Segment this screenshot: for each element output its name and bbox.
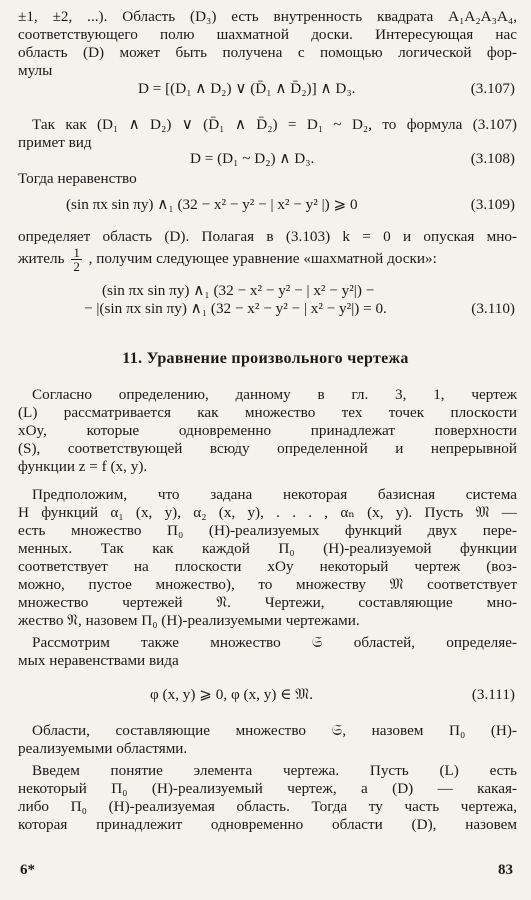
- text-line: менных. Так как каждой Π₀ (H)-реализуемой функции: [18, 540, 517, 557]
- text-line: определяет область (D). Полагая в (3.103) k = 0 и опуская мно-: [18, 228, 517, 245]
- text-line: Области, составляющие множество 𝔖, назовем Π₀ (H)-: [32, 722, 517, 739]
- equation-number: (3.108): [470, 150, 515, 167]
- text-line: Согласно определению, данному в гл. 3, 1, чертеж: [32, 386, 517, 403]
- text-line: Рассмотрим также множество 𝔖 областей, определяе-: [32, 634, 517, 651]
- text-line: (L) рассматривается как множество тех точек плоскости: [18, 404, 517, 421]
- page-number: 83: [498, 862, 513, 878]
- text-line: (S), соответствующей всюду определенной и непрерывной: [18, 440, 517, 457]
- equation-3-108: D = (D₁ ~ D₂) ∧ D₃.: [190, 150, 315, 167]
- text-line: xOy, которые одновременно принадлежат поверхности: [18, 422, 517, 439]
- text-line: множество чертежей 𝔑. Чертежи, составляющие мно-: [18, 594, 517, 611]
- signature-mark: 6*: [20, 862, 35, 878]
- equation-3-111: φ (x, y) ⩾ 0, φ (x, y) ∈ 𝔐.: [150, 686, 314, 703]
- equation-number: (3.107): [470, 80, 515, 97]
- text-line: либо Π₀ (H)-реализуемая область. Тогда ту часть чертежа,: [18, 798, 517, 815]
- section-heading: 11. Уравнение произвольного чертежа: [122, 350, 409, 367]
- equation-3-110-line1: (sin πx sin πy) ∧₁ (32 − x² − y² − | x² − y²|) −: [102, 282, 375, 299]
- text-line: функции z = f (x, y).: [18, 458, 148, 475]
- text-line: область (D) может быть получена с помощью логической фор-: [18, 44, 517, 61]
- text-fragment: , получим следующее уравнение «шахматной доски»:: [88, 249, 437, 267]
- text-line: Предположим, что задана некоторая базисная система: [32, 486, 517, 503]
- text-line: соответствует на плоскости xOy некоторый чертеж (воз-: [18, 558, 517, 575]
- text-line: Так как (D₁ ∧ D₂) ∨ (D̄₁ ∧ D̄₂) = D₁ ~ D₂, то формула (3.107): [32, 116, 517, 133]
- text-line: есть множество Π₀ (H)-реализуемых функций двух пере-: [18, 522, 517, 539]
- equation-3-109: (sin πx sin πy) ∧₁ (32 − x² − y² − | x² − y² |) ⩾ 0: [66, 196, 358, 213]
- fraction-denominator: 2: [73, 259, 80, 274]
- text-line: соответствующего полю шахматной доски. Интересующая нас: [18, 26, 517, 43]
- text-line: жество 𝔑, назовем Π₀ (H)-реализуемыми чертежами.: [18, 612, 360, 629]
- text-line: примет вид: [18, 134, 92, 151]
- text-line: Тогда неравенство: [18, 170, 137, 187]
- text-line: ±1, ±2, ...). Область (D₃) есть внутренность квадрата A₁A₂A₃A₄,: [18, 8, 517, 25]
- equation-3-110-line2: − |(sin πx sin πy) ∧₁ (32 − x² − y² − | x² − y²|) = 0.: [84, 300, 387, 317]
- equation-number: (3.111): [471, 686, 515, 703]
- text-line: Введем понятие элемента чертежа. Пусть (L) есть: [32, 762, 517, 779]
- equation-3-107: D = [(D₁ ∧ D₂) ∨ (D̄₁ ∧ D̄₂)] ∧ D₃.: [138, 80, 356, 97]
- fraction-one-half: [71, 246, 82, 273]
- text-line: можно, пустое множество), то множеству 𝔐 соответствует: [18, 576, 517, 593]
- text-line: H функций α₁ (x, y), α₂ (x, y), . . . , αₙ (x, y). Пусть 𝔐 —: [18, 504, 517, 521]
- text-line: [18, 246, 517, 273]
- fraction-numerator: 1: [73, 245, 80, 260]
- text-line: мых неравенствами вида: [18, 652, 179, 669]
- text-fragment: житель: [18, 249, 65, 267]
- text-line: мулы: [18, 62, 53, 79]
- text-line: реализуемыми областями.: [18, 740, 188, 757]
- text-line: некоторый Π₀ (H)-реализуемый чертеж, а (D) — какая-: [18, 780, 517, 797]
- equation-number: (3.110): [471, 300, 515, 317]
- text-line: которая принадлежит одновременно области (D), назовем: [18, 816, 517, 833]
- equation-number: (3.109): [470, 196, 515, 213]
